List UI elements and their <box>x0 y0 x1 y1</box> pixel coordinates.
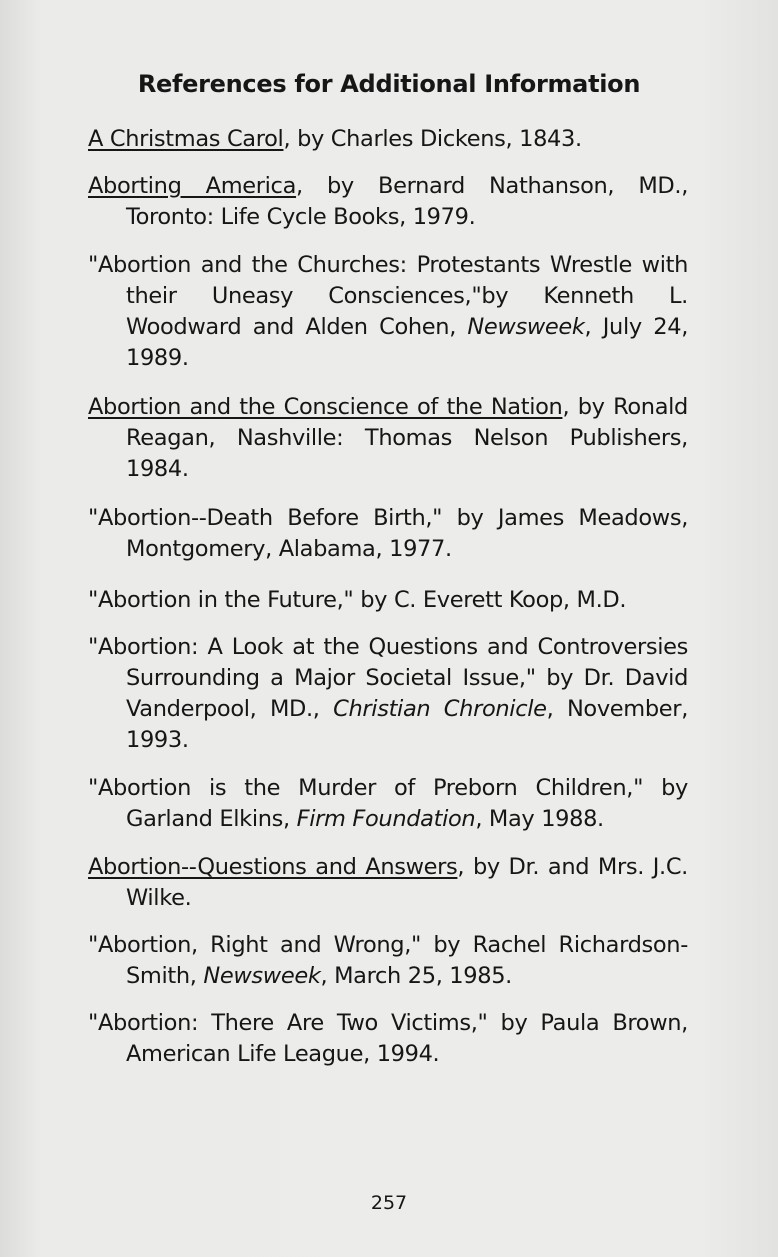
reference-item <box>88 250 688 374</box>
reference-list <box>88 124 688 1070</box>
page-number: 257 <box>370 1192 408 1214</box>
reference-text: "Abortion and the Churches: Protestants Wrestle with their Uneasy Consciences,"by Kenneth L. Woodward and Alden Cohen, <box>88 252 688 340</box>
reference-text: "Abortion in the Future," by C. Everett Koop, M.D. <box>88 587 627 613</box>
reference-details: , by Dr. and Mrs. J.C. Wilke. <box>126 854 688 911</box>
reference-book-title: Abortion and the Conscience of the Nation <box>88 394 563 420</box>
reference-item <box>88 392 688 485</box>
reference-details: , March 25, 1985. <box>320 963 512 989</box>
reference-text: "Abortion, Right and Wrong," by Rachel Richardson-Smith, <box>88 932 688 989</box>
reference-text: "Abortion: There Are Two Victims," by Paula Brown, American Life League, 1994. <box>88 1010 688 1067</box>
reference-book-title: Abortion--Questions and Answers <box>88 854 458 880</box>
reference-text: "Abortion is the Murder of Preborn Children," by Garland Elkins, <box>88 775 688 832</box>
reference-item <box>88 503 688 565</box>
reference-publication: Christian Chronicle <box>333 696 547 722</box>
reference-item <box>88 773 688 835</box>
reference-text: "Abortion--Death Before Birth," by James Meadows, Montgomery, Alabama, 1977. <box>88 505 688 562</box>
reference-item <box>88 852 688 914</box>
reference-item <box>88 632 688 756</box>
reference-details: , by Charles Dickens, 1843. <box>283 126 582 152</box>
reference-book-title: Aborting America <box>88 173 297 199</box>
reference-item <box>88 124 688 155</box>
reference-details: , by Ronald Reagan, Nashville: Thomas Nelson Publishers, 1984. <box>126 394 688 482</box>
reference-details: , November, 1993. <box>126 696 688 753</box>
reference-details: , May 1988. <box>475 806 604 832</box>
reference-publication: Newsweek <box>467 314 585 340</box>
reference-item <box>88 171 688 233</box>
reference-details: , July 24, 1989. <box>126 314 688 371</box>
reference-book-title: A Christmas Carol <box>88 126 284 152</box>
reference-details: , by Bernard Nathanson, MD., Toronto: Life Cycle Books, 1979. <box>126 173 689 230</box>
page-title: References for Additional Information <box>137 70 641 98</box>
reference-publication: Newsweek <box>203 963 321 989</box>
reference-publication: Firm Foundation <box>296 806 476 832</box>
reference-text: "Abortion: A Look at the Questions and Controversies Surrounding a Major Societal Issue," by Dr. David Vanderpool, MD., <box>88 634 688 722</box>
reference-item <box>88 585 688 616</box>
reference-item <box>88 930 688 992</box>
reference-item <box>88 1008 688 1070</box>
